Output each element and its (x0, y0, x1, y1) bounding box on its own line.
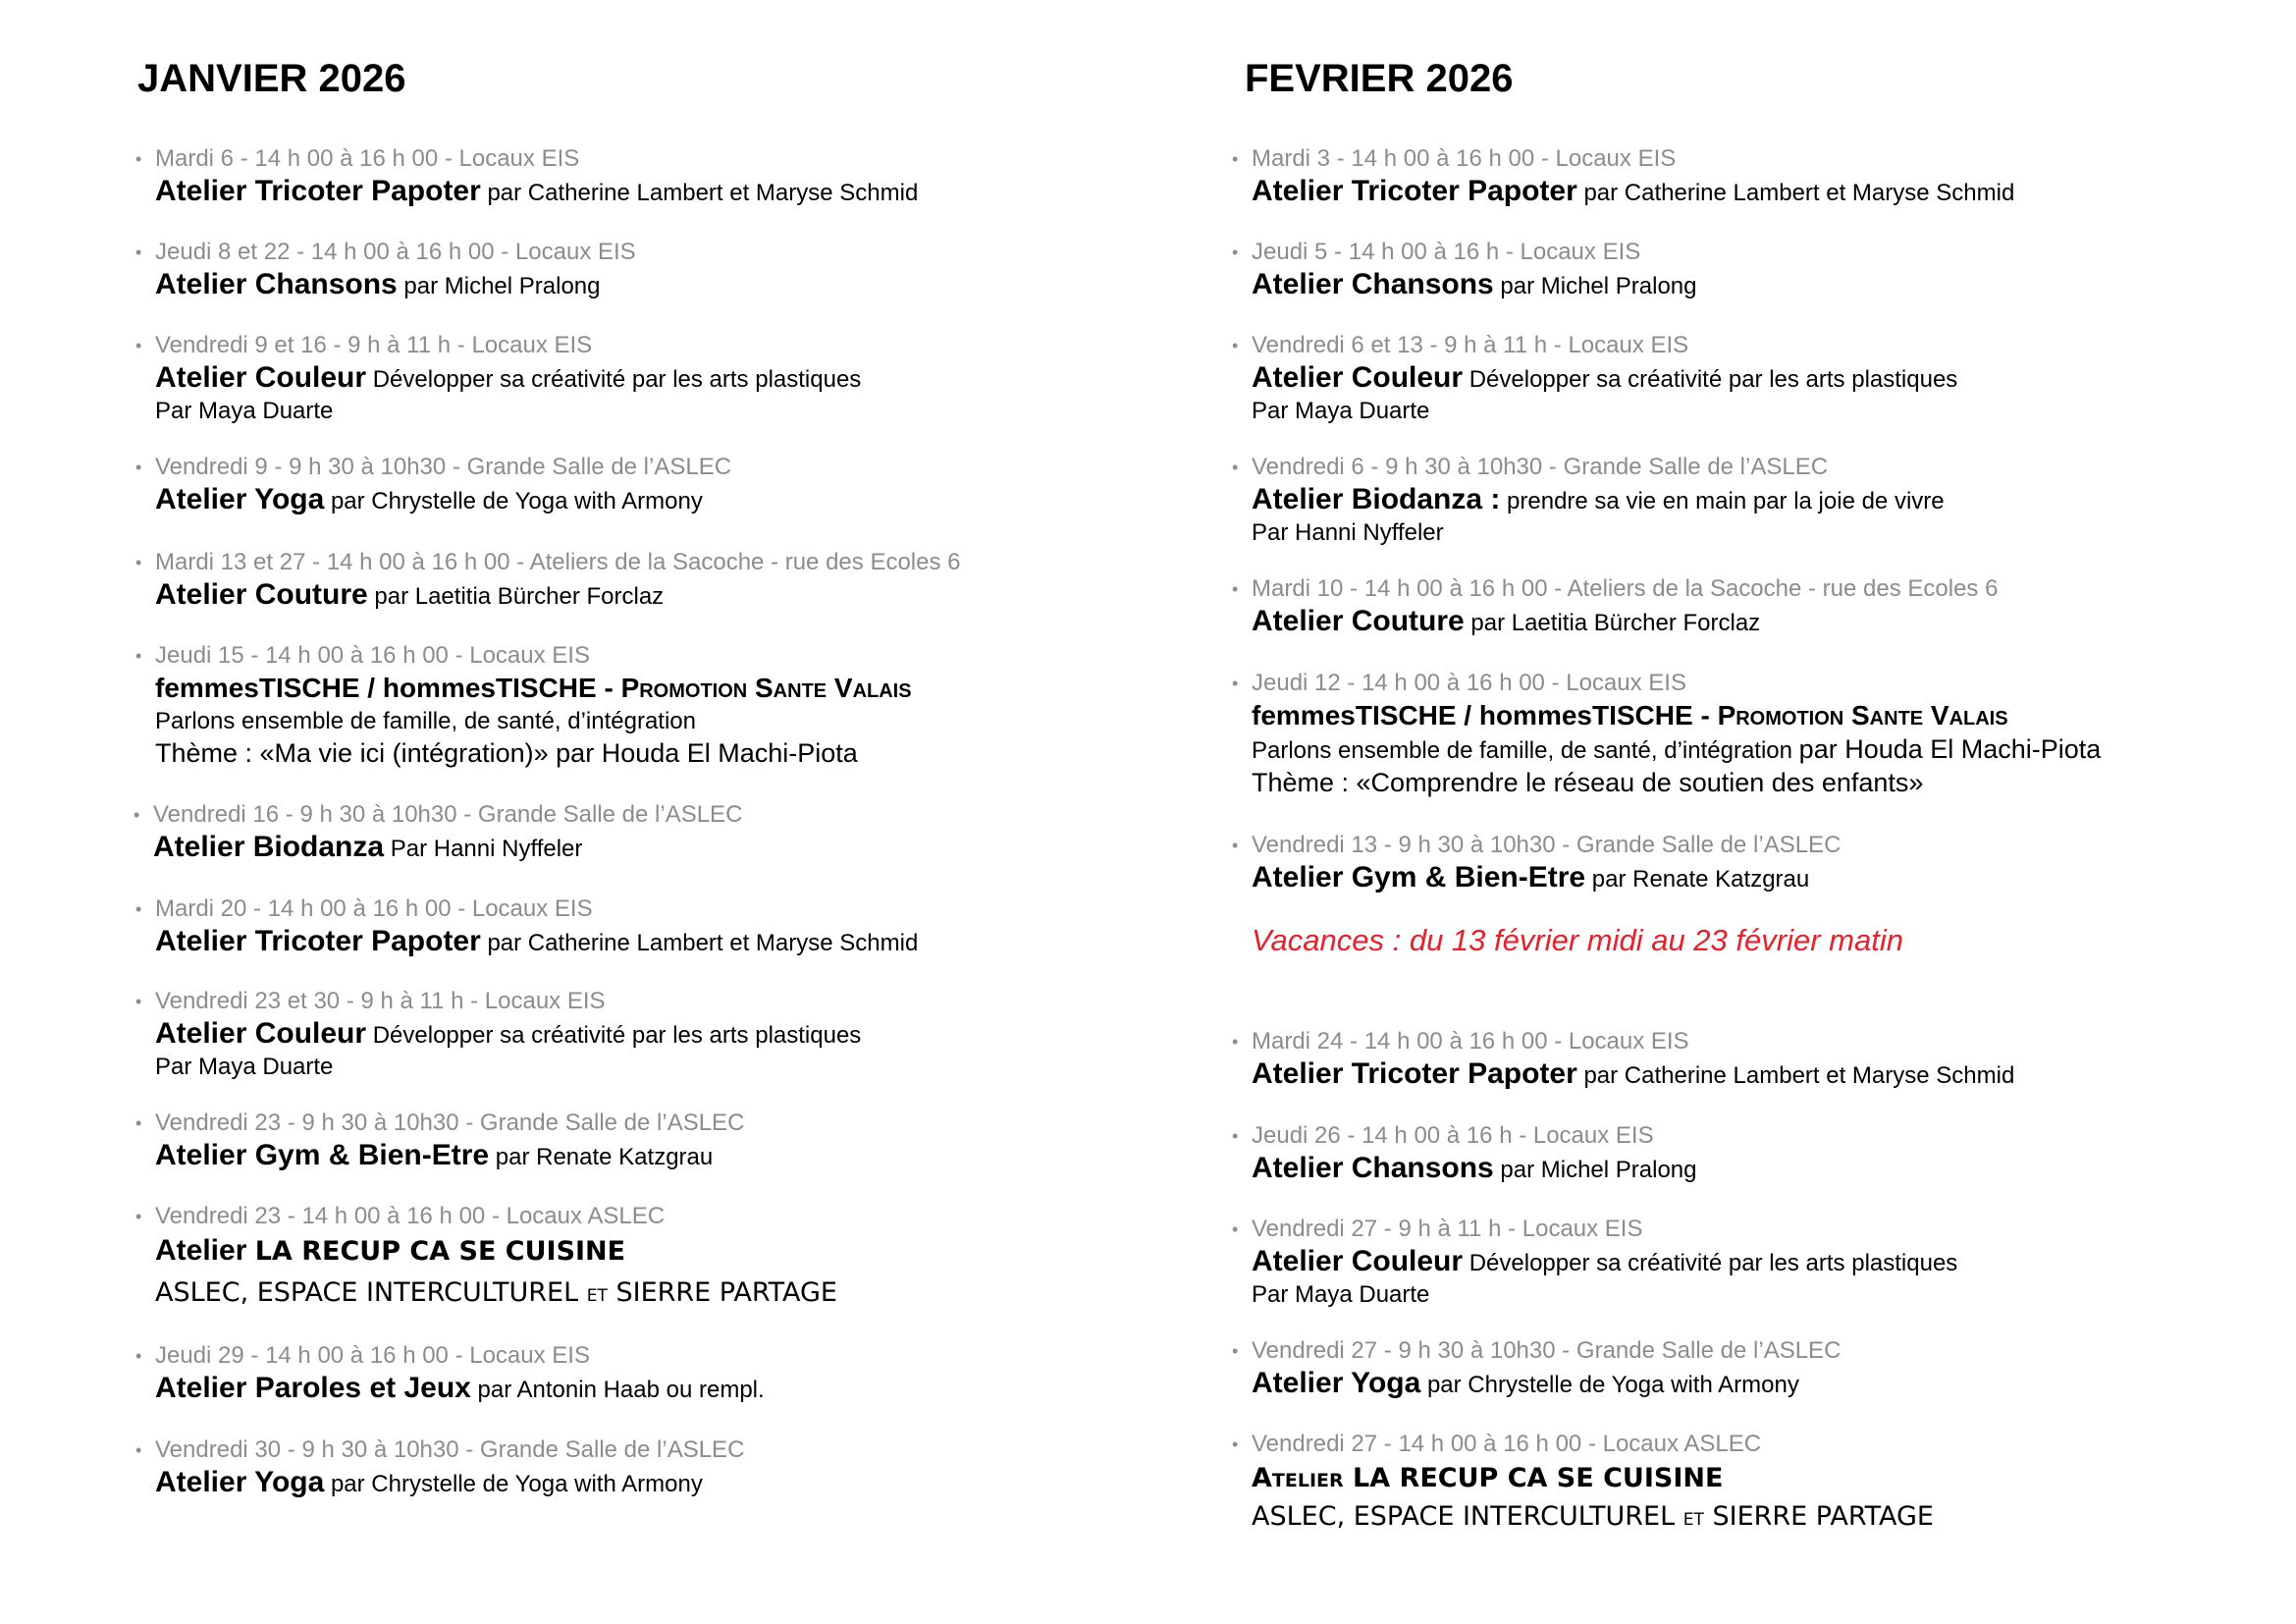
bullet-icon: • (135, 899, 142, 919)
bullet-icon: • (1232, 149, 1239, 169)
bullet-icon: • (135, 336, 142, 355)
bullet-icon: • (135, 149, 142, 169)
list-item: • Mardi 3 - 14 h 00 à 16 h 00 - Locaux EIS Atelier Tricoter Papoter par Catherine Lambert et Maryse Schmid (1232, 145, 2015, 207)
list-item: • Vendredi 16 - 9 h 30 à 10h30 - Grande Salle de l’ASLEC Atelier Biodanza Par Hanni Nyffeler (133, 801, 743, 863)
bullet-icon: • (135, 553, 142, 572)
list-item: • Vendredi 23 - 14 h 00 à 16 h 00 - Locaux ASLEC Atelier LA RECUP CA SE CUISINE ASLEC, ESPACE INTERCULTUREL ET SIERRE PARTAGE (135, 1203, 837, 1308)
list-item: • Vendredi 6 - 9 h 30 à 10h30 - Grande Salle de l’ASLEC Atelier Biodanza : prendre sa vie en main par la joie de vivre Par Hanni Nyffeler (1232, 454, 1945, 546)
list-item: • Vendredi 6 et 13 - 9 h à 11 h - Locaux EIS Atelier Couleur Développer sa créativité par les arts plastiques Par Maya Duarte (1232, 332, 1958, 424)
list-item: • Vendredi 27 - 9 h à 11 h - Locaux EIS Atelier Couleur Développer sa créativité par les arts plastiques Par Maya Duarte (1232, 1216, 1958, 1308)
month-title-january: JANVIER 2026 (137, 57, 406, 100)
bullet-icon: • (1232, 579, 1239, 599)
list-item: • Vendredi 30 - 9 h 30 à 10h30 - Grande Salle de l’ASLEC Atelier Yoga par Chrystelle de Yoga with Armony (135, 1436, 745, 1498)
bullet-icon: • (1232, 836, 1239, 855)
bullet-icon: • (135, 458, 142, 477)
bullet-icon: • (135, 646, 142, 666)
bullet-icon: • (1232, 1435, 1239, 1454)
list-item: • Vendredi 13 - 9 h 30 à 10h30 - Grande Salle de l’ASLEC Atelier Gym & Bien-Etre par Renate Katzgrau (1232, 832, 1842, 893)
bullet-icon: • (135, 992, 142, 1011)
bullet-icon: • (1232, 1126, 1239, 1146)
list-item: • Mardi 10 - 14 h 00 à 16 h 00 - Ateliers de la Sacoche - rue des Ecoles 6 Atelier Couture par Laetitia Bürcher Forclaz (1232, 575, 1999, 637)
list-item: • Jeudi 15 - 14 h 00 à 16 h 00 - Locaux EIS femmesTISCHE / hommesTISCHE - Promotion Sante Valais Parlons ensemble de famille, de santé, d’intégration Thème : «Ma vie ici (intégration)» par Houda El Machi-Piota (135, 642, 912, 768)
list-item: • Mardi 24 - 14 h 00 à 16 h 00 - Locaux EIS Atelier Tricoter Papoter par Catherine Lambert et Maryse Schmid (1232, 1028, 2015, 1090)
bullet-icon: • (1232, 243, 1239, 262)
list-item: • Vendredi 27 - 14 h 00 à 16 h 00 - Locaux ASLEC Atelier LA RECUP CA SE CUISINE ASLEC, ESPACE INTERCULTUREL ET SIERRE PARTAGE (1232, 1431, 1934, 1532)
bullet-icon: • (133, 805, 140, 825)
list-item: • Jeudi 5 - 14 h 00 à 16 h - Locaux EIS Atelier Chansons par Michel Pralong (1232, 239, 1697, 300)
vacances-notice: Vacances : du 13 février midi au 23 février matin (1252, 923, 1903, 957)
list-item: • Vendredi 23 et 30 - 9 h à 11 h - Locaux EIS Atelier Couleur Développer sa créativité par les arts plastiques Par Maya Duarte (135, 988, 862, 1080)
list-item: • Vendredi 27 - 9 h 30 à 10h30 - Grande Salle de l’ASLEC Atelier Yoga par Chrystelle de Yoga with Armony (1232, 1337, 1842, 1399)
list-item: • Mardi 20 - 14 h 00 à 16 h 00 - Locaux EIS Atelier Tricoter Papoter par Catherine Lambert et Maryse Schmid (135, 895, 919, 957)
list-item: • Mardi 6 - 14 h 00 à 16 h 00 - Locaux EIS Atelier Tricoter Papoter par Catherine Lambert et Maryse Schmid (135, 145, 919, 207)
bullet-icon: • (1232, 674, 1239, 693)
bullet-icon: • (135, 1207, 142, 1226)
bullet-icon: • (1232, 1032, 1239, 1052)
bullet-icon: • (1232, 1341, 1239, 1361)
list-item: • Jeudi 29 - 14 h 00 à 16 h 00 - Locaux EIS Atelier Paroles et Jeux par Antonin Haab ou rempl. (135, 1342, 765, 1404)
list-item: • Jeudi 8 et 22 - 14 h 00 à 16 h 00 - Locaux EIS Atelier Chansons par Michel Pralong (135, 239, 636, 300)
bullet-icon: • (1232, 1219, 1239, 1239)
bullet-icon: • (1232, 458, 1239, 477)
month-title-february: FEVRIER 2026 (1245, 57, 1514, 100)
bullet-icon: • (135, 1440, 142, 1460)
list-item: • Vendredi 9 - 9 h 30 à 10h30 - Grande Salle de l’ASLEC Atelier Yoga par Chrystelle de Yoga with Armony (135, 454, 732, 515)
bullet-icon: • (1232, 336, 1239, 355)
bullet-icon: • (135, 243, 142, 262)
list-item: • Jeudi 12 - 14 h 00 à 16 h 00 - Locaux EIS femmesTISCHE / hommesTISCHE - Promotion Sante Valais Parlons ensemble de famille, de santé, d’intégration par Houda El Machi-Piota Thème : «Comprendre le réseau de soutien des enfants» (1232, 670, 2102, 797)
list-item: • Vendredi 9 et 16 - 9 h à 11 h - Locaux EIS Atelier Couleur Développer sa créativité par les arts plastiques Par Maya Duarte (135, 332, 862, 424)
bullet-icon: • (135, 1346, 142, 1366)
list-item: • Mardi 13 et 27 - 14 h 00 à 16 h 00 - Ateliers de la Sacoche - rue des Ecoles 6 Atelier Couture par Laetitia Bürcher Forclaz (135, 549, 961, 611)
bullet-icon: • (135, 1113, 142, 1133)
list-item: • Vendredi 23 - 9 h 30 à 10h30 - Grande Salle de l’ASLEC Atelier Gym & Bien-Etre par Renate Katzgrau (135, 1110, 745, 1171)
list-item: • Jeudi 26 - 14 h 00 à 16 h - Locaux EIS Atelier Chansons par Michel Pralong (1232, 1122, 1697, 1184)
